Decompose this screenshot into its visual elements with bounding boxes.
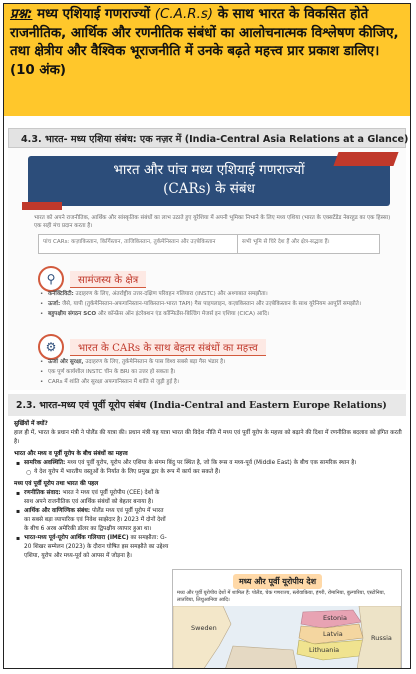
map-title: मध्य और पूर्वी यूरोपीय देश [233,574,322,589]
question-box [4,4,410,116]
map-label-sweden: Sweden [191,624,217,632]
map-label-latvia: Latvia [323,630,343,638]
importance-heading-label: भारत के CARs के साथ बेहतर संबंधों का महत्त्व [70,339,266,356]
importance-heading-2: भारत और मध्य व पूर्वी यूरोप के बीच संबंधों का महत्त्व [14,451,128,457]
question-text-2: के साथ भारत के विकसित होते राजनीतिक, आर्थिक और रणनीतिक संबंधों का आलोचनात्मक विश्लेषण कीजिए, तथा क्षेत्रीय और वैश्विक भूराजनीति में उनके बढ़ते महत्त्व प्रार प्रकाश डालिए। (10 अंक) [10,7,399,78]
importance-list-2 [14,459,404,477]
map-label-russia: Russia [371,634,392,642]
list-item: • CARs में शांति और सुरक्षा अफगानिस्तान में शांति से जुड़ी हुई है। [40,378,390,386]
synergy-heading [38,266,146,292]
list-item: ▪ आर्थिक और वाणिज्यिक संबंध: पोलैंड मध्य एवं पूर्वी यूरोप में भारत का सबसे बड़ा व्यापारिक एवं निवेश साझेदार है। 2023 में दोनों देशों के बीच 6 अरब अमेरिकी डॉलर का द्विपक्षीय व्यापार हुआ था। [14,507,169,534]
map-shapes [173,606,401,669]
section-heading-en: (India-Central and Eastern Europe Relations) [149,400,387,411]
list-item: • एक पूर्ण कार्यशील INSTC चीन के BRI का उत्तर हो सकता है। [40,368,390,376]
question-abbr: (C.A.R.s) [154,7,214,22]
cee-map [172,569,402,669]
list-item: ▪ रणनीतिक संवाद: भारत ने मध्य एवं पूर्वी यूरोपीय (CEE) देशों के साथ अपने राजनीतिक एवं आर्थिक संबंधों को बेहतर बनाया है। [14,489,169,507]
question-tag: प्रश्न: [10,7,33,22]
list-item: ▪ सामरिक अवस्थिति: मध्य एवं पूर्वी यूरोप, यूरोप और एशिया के संगम बिंदु पर स्थित है, जो कि रूस व मध्य-पूर्व (Middle East) के बीच एक सामरिक स्थान है। [14,459,404,468]
cars-info-box [38,234,380,254]
banner-line-1: भारत और पांच मध्य एशियाई गणराज्यों [113,162,305,178]
map-label-lithuania: Lithuania [309,646,340,654]
cars-note: सभी भूमि से घिरे देश हैं और क्षेत्र-सद्भाव हैं। [242,239,330,245]
title-banner [28,156,390,206]
cooperation-heading: मध्य एवं पूर्वी यूरोप तथा भारत की पहल [14,481,99,487]
news-heading: सुर्खियों में क्यों? [14,421,48,427]
intro-text: भारत को अपने राजनीतिक, आर्थिक और सांस्कृतिक संबंधों का लाभ उठाते हुए यूरेशिया में अपनी भूमिका निभाने के लिए मध्य एशिया (भारत के एक्सटेंडेड नेबरहुड का एक हिस्सा) एक सही मंच प्रदान करता है। [34,215,391,229]
map-label-estonia: Estonia [323,614,347,622]
section-2-body [14,420,404,561]
list-item: • बहुपक्षीय संगठन SCO और कॉन्फ्रेंस ऑन इंटरेक्शन एंड कॉन्फिडेंस-बिल्डिंग मेजर्स इन एशिया (CICA) आदि। [40,310,390,318]
section-heading-2-3 [8,394,406,416]
banner-line-2: (CARs) के संबंध [163,181,255,197]
page-frame [3,3,411,669]
synergy-heading-label: सामंजस्य के क्षेत्र [70,271,146,288]
india-central-asia-panel [8,128,409,390]
importance-list [40,358,390,388]
synergy-list [40,290,390,320]
handshake-icon: ⚲ [38,266,64,292]
list-item: • ऊर्जा और सुरक्षा, उदाहरण के लिए, तुर्कमेनिस्तान के पास विश्व सबसे बड़ा गैस भंडार है। [40,358,390,366]
list-item: ○ ये देश यूरोप में भारतीय वस्तुओं के निर्यात के लिए प्रमुख द्वार के रूप में कार्य कर सकते हैं। [14,468,404,477]
map-area [173,606,401,669]
cars-list: पांच CARs: कज़ाकिस्तान, किर्गिस्तान, ताजिकिस्तान, तुर्कमेनिस्तान और उज़्बेकिस्तान [39,235,238,253]
gear-icon: ⚙ [38,334,64,360]
news-text: हाल ही में, भारत के प्रधान मंत्री ने पोलैंड की यात्रा की। प्रधान मंत्री यह यात्रा भारत की विदेश नीति में मध्य एवं पूर्वी यूरोप के महत्त्व को बढ़ाने की दिशा में रणनीतिक बदलाव को इंगित करती है। [14,430,402,445]
banner-accent-right [333,152,398,166]
banner-accent-left [22,202,62,210]
question-text-1: मध्य एशियाई गणराज्यों [32,7,155,22]
cooperation-list [14,489,169,561]
list-item: ▪ भारत-मध्य पूर्व-यूरोप आर्थिक गलियारा (IMEC) का समझौता: G-20 शिखर सम्मेलन (2023) के दौरान घोषित इस समझौते का उद्देश्य एशिया, यूरोप और मध्य-पूर्व को आपस में जोड़ना है। [14,534,169,561]
map-note: मध्य और पूर्वी यूरोपीय देशों में शामिल हैं: पोलैंड, चेक गणराज्य, स्लोवाकिया, हंगरी, रोमानिया, बुल्गारिया, एस्टोनिया, लातविया, लिथुआनिया आदि। [177,590,386,603]
section-heading-hi: 2.3. भारत-मध्य एवं पूर्वी यूरोप संबंध [16,400,150,411]
list-item: • ऊर्जा: जैसे, यापी (तुर्कमेनिस्तान-अफगानिस्तान-पाकिस्तान-भारत TAPI) गैस पाइपलाइन, कज़ाकिस्तान और उज़्बेकिस्तान के साथ यूरेनियम आपूर्ति समझौते। [40,300,390,308]
section-heading-4-3: 4.3. भारत- मध्य एशिया संबंध: एक नज़र में (India-Central Asia Relations at a Glance) [8,128,406,148]
list-item: • कनेक्टिविटी: उदाहरण के लिए, अंतर्राष्ट्रीय उत्तर-दक्षिण परिवहन गलियारा (INSTC) और अश्गाबात समझौता। [40,290,390,298]
importance-heading [38,334,266,360]
